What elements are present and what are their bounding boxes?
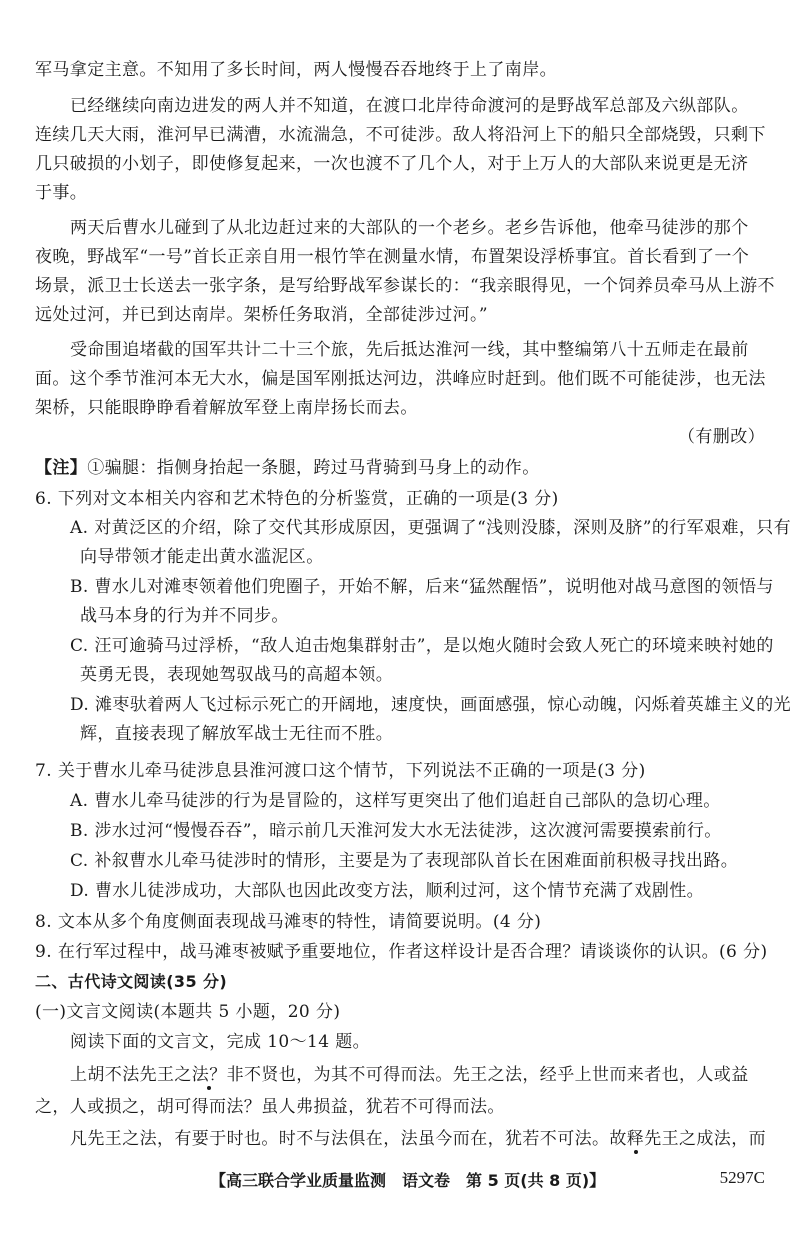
footer-code: 5297C <box>719 1168 765 1187</box>
classical-text-line-2: 之，人或损之，胡可得而法？虽人弗损益，犹若不可得而法。 <box>35 1097 505 1117</box>
emphasis-dot <box>207 1086 211 1090</box>
passage-line-4: 几只破损的小划子，即使修复起来，一次也渡不了几个人，对于上万人的大部队来说更是无济 <box>35 154 749 174</box>
annotation-note <box>35 456 540 480</box>
passage-line-6: 两天后曹水儿碰到了从北边赶过来的大部队的一个老乡。老乡告诉他，他牵马徒涉的那个 <box>70 218 749 238</box>
source-note: （有删改） <box>678 427 765 447</box>
passage-line-1: 军马拿定主意。不知用了多长时间，两人慢慢吞吞地终于上了南岸。 <box>35 60 557 80</box>
passage-line-12: 架桥，只能眼睁睁看着解放军登上南岸扬长而去。 <box>35 398 418 418</box>
question-6-option-b: B. 曹水儿对滩枣领着他们兜圈子，开始不解，后来“猛然醒悟”，说明他对战马意图的领悟与 <box>70 577 774 597</box>
emphasis-dot <box>634 1150 638 1154</box>
question-6-option-a: A. 对黄泛区的介绍，除了交代其形成原因，更强调了“浅则没膝，深则及脐”的行军艰难，只有 <box>70 518 792 538</box>
footer-label: 【高三联合学业质量监测 语文卷 第 5 页(共 8 页)】 <box>210 1171 606 1190</box>
question-6-option-c-cont: 英勇无畏，表现她驾驭战马的高超本领。 <box>80 665 394 685</box>
passage-line-11: 面。这个季节淮河本无大水，偏是国军刚抵达河边，洪峰应时赶到。他们既不可能徒涉，也无法 <box>35 369 766 389</box>
classical-text-line-1: 上胡不法先王之法？非不贤也，为其不可得而法。先王之法，经乎上世而来者也，人或益 <box>70 1065 749 1085</box>
question-6-option-c: C. 汪可逾骑马过浮桥，“敌人迫击炮集群射击”，是以炮火随时会致人死亡的环境来映衬她的 <box>70 636 774 656</box>
question-8: 8. 文本从多个角度侧面表现战马滩枣的特性，请简要说明。(4 分) <box>35 912 542 932</box>
question-6-option-d-cont: 辉，直接表现了解放军战士无往而不胜。 <box>80 724 394 744</box>
passage-line-9: 远处过河，并已到达南岸。架桥任务取消，全部徒涉过河。” <box>35 305 488 325</box>
question-7-option-d: D. 曹水儿徒涉成功，大部队也因此改变方法，顺利过河，这个情节充满了戏剧性。 <box>70 881 705 901</box>
note-text: ①骗腿：指侧身抬起一条腿，跨过马背骑到马身上的动作。 <box>87 458 540 478</box>
note-tag: 【注】 <box>35 458 88 478</box>
section-2-instruction: 阅读下面的文言文，完成 10～14 题。 <box>70 1032 371 1052</box>
question-6-option-b-cont: 战马本身的行为并不同步。 <box>80 606 289 626</box>
passage-line-3: 连续几天大雨，淮河早已满漕，水流湍急，不可徒涉。敌人将沿河上下的船只全部烧毁，只剩下 <box>35 125 766 145</box>
section-2-title: 二、古代诗文阅读(35 分) <box>35 972 228 991</box>
passage-line-8: 场景，派卫士长送去一张字条，是写给野战军参谋长的：“我亲眼得见，一个饲养员牵马从上游不 <box>35 276 775 296</box>
question-6-option-d: D. 滩枣驮着两人飞过标示死亡的开阔地，速度快，画面感强，惊心动魄，闪烁着英雄主义的光 <box>70 695 792 715</box>
question-7-option-b: B. 涉水过河“慢慢吞吞”，暗示前几天淮河发大水无法徒涉，这次渡河需要摸索前行。 <box>70 821 722 841</box>
question-9: 9. 在行军过程中，战马滩枣被赋予重要地位，作者这样设计是否合理？请谈谈你的认识。(6 分) <box>35 942 768 962</box>
section-2-subtitle: (一)文言文阅读(本题共 5 小题，20 分) <box>35 1002 341 1022</box>
passage-line-5: 于事。 <box>35 183 88 203</box>
passage-line-10: 受命围追堵截的国军共计二十三个旅，先后抵达淮河一线，其中整编第八十五师走在最前 <box>70 340 749 360</box>
question-7-option-a: A. 曹水儿牵马徒涉的行为是冒险的，这样写更突出了他们追赶自己部队的急切心理。 <box>70 791 721 811</box>
question-6-option-a-cont: 向导带领才能走出黄水滥泥区。 <box>80 547 324 567</box>
passage-line-2: 已经继续向南边进发的两人并不知道，在渡口北岸待命渡河的是野战军总部及六纵部队。 <box>70 96 749 116</box>
question-6-stem: 6. 下列对文本相关内容和艺术特色的分析鉴赏，正确的一项是(3 分) <box>35 489 559 509</box>
passage-line-7: 夜晚，野战军“一号”首长正亲自用一根竹竿在测量水情，布置架设浮桥事宜。首长看到了一个 <box>35 247 750 267</box>
page-footer <box>0 1168 800 1194</box>
question-7-stem: 7. 关于曹水儿牵马徒涉息县淮河渡口这个情节，下列说法不正确的一项是(3 分) <box>35 761 646 781</box>
question-7-option-c: C. 补叙曹水儿牵马徒涉时的情形，主要是为了表现部队首长在困难面前积极寻找出路。 <box>70 851 739 871</box>
classical-text-line-3: 凡先王之法，有要于时也。时不与法俱在，法虽今而在，犹若不可法。故释先王之成法，而 <box>70 1129 766 1149</box>
